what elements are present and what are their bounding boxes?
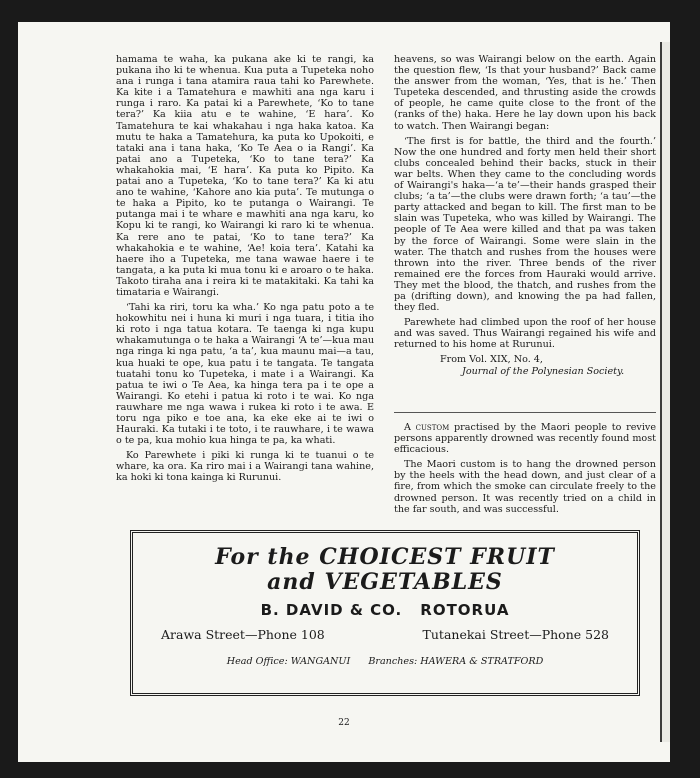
ad-branches: Branches: HAWERA & STRATFORD [368,656,544,667]
citation-volume: From Vol. XIX, No. 4, [440,354,543,366]
drowning-note [394,422,656,519]
ad-headline-line2: and VEGETABLES [267,569,503,595]
ad-headline-line1: For the CHOICEST FRUIT [215,544,555,570]
ad-company-name: B. DAVID & CO. [260,601,403,619]
fruit-vegetables-advertisement [130,530,640,696]
maori-paragraph-3: Ko Parewhete i piki ki runga ki te tuanui o te whare, ka ora. Ka riro mai i a Wairangi tana wahine, ka hoki ki tona kainga ki Rurunui. [116,450,374,484]
ad-street-addresses [161,627,609,642]
ad-town: ROTORUA [420,601,510,619]
english-translation-column [394,54,656,377]
note-paragraph-2: The Maori custom is to hang the drowned person by the heels with the head down, and just clear of a fire, from which the smoke can circulate freely to the drowned person. It was recently tried on a child in the far south, and was successful. [394,459,656,515]
ad-company-line [133,601,637,619]
page-number: 22 [338,718,350,728]
ad-street-right: Tutanekai Street—Phone 528 [422,627,609,642]
english-paragraph-3: Parewhete had climbed upon the roof of her house and was saved. Thus Wairangi regained his wife and returned to his home at Rurunui. [394,317,656,351]
source-citation [394,354,656,376]
magazine-page [18,22,670,762]
maori-text-column [116,54,374,488]
note-paragraph-1 [394,422,656,455]
ad-offices-line [133,656,637,667]
maori-paragraph-2: ‘Tahi ka riri, toru ka wha.’ Ko nga patu poto a te hokowhitu nei i huna ki muri i nga tuara, i titia iho ki roto i nga tatua kotara. Te taenga ki nga kupu whakamutunga o te haka a Wairangi ‘A te’—kua mau nga ringa ki nga patu, ‘a ta’, kua maunu mai—a tau, kua huaki te ope, kua patu i te tangata. Te tangata tuatahi tonu ko Tupeteka, i mate i a Wairangi. Ka patua te iwi o Te Aea, ka hinga tera pa i te ope a Wairangi. Ko etehi i patua ki roto i te wai. Ko nga rauwhare me nga wawa i rukea ki roto i te awa. E toru nga piko e toe ana, ka eke eke ai te iwi o Hauraki. Ka tutaki i te toto, i te rauwhare, i te wawa o te pa, kua mohio kua hinga te pa, ka whati. [116,302,374,447]
maori-paragraph-1: hamama te waha, ka pukana ake ki te rangi, ka pukana iho ki te whenua. Kua puta a Tupeteka noho ana i runga i tana atamira raua tahi ko Parewhete. Ka kite i a Tamatehura e mawhiti ana nga karu i runga i raro. Ka patai ki a Parewhete, ‘Ko to tane tera?’ Ka kiia atu e te wahine, ‘E hara’. Ko Tamatehura te kai whakahau i nga haka katoa. Ka mutu te haka a Tamatehura, ka puta ko Upokoiti, e tataki ana i tana haka, ‘Ko Te Aea o ia Rangi’. Ka patai ano a Tupeteka, ‘Ko to tane tera?’ Ka whakahokia mai, ‘E hara’. Ka puta ko Pipito. Ka patai ano a Tupeteka, ‘Ko to tane tera?’ Ka ki atu ano te wahine, ‘Kahore ano kia puta’. Te mutunga o te haka a Pipito, ko te putanga o Wairangi. Te putanga mai i te whare e mawhiti ana nga karu, ko Kopu ki te rangi, ko Wairangi ki raro ki te whenua. Ka rere ano te patai, ‘Ko to tane tera?’ Ka whakahokia e te wahine, ‘Ae! koia tera’. Katahi ka haere iho a Tupeteka, me tana wawae haere i te tangata, a ka puta ki mua tonu ki e aroaro o te haka. Takoto tiraha ana i reira ki te matakitaki. Ka tahi ka timataria e Wairangi. [116,54,374,298]
note-paragraph-1-text: practised by the Maori people to revive persons apparently drowned was recently found most efficacious. [394,422,656,456]
section-divider [394,412,656,413]
adjacent-page-edge [660,42,670,742]
citation-journal: Journal of the Polynesian Society. [462,365,625,377]
english-paragraph-1: heavens, so was Wairangi below on the earth. Again the question flew, ‘Is that your husband?’ Back came the answer from the woman, ‘Yes, that is he.’ Then Tupeteka descended, and thrusting aside the crowds of people, he came quite close to the front of the (ranks of the) haka. Here he lay down upon his back to watch. Then Wairangi began: [394,54,656,132]
ad-head-office: Head Office: WANGANUI [226,656,351,667]
note-lead-word: A custom [404,422,450,433]
ad-street-left: Arawa Street—Phone 108 [161,627,325,642]
english-paragraph-2: ‘The first is for battle, the third and the fourth.’ Now the one hundred and forty men held their short clubs concealed behind their backs, stuck in their war belts. When they came to the concluding words of Wairangi's haka—‘a te’—their hands grasped their clubs; ‘a ta’—the clubs were drawn forth; ‘a tau’—the party attacked and began to kill. The first man to be slain was Tupeteka, who was killed by Wairangi. The people of Te Aea were killed and that pa was taken by the force of Wairangi. Some were slain in the water. The thatch and rushes from the houses were thrown into the river. Three bends of the river remained ere the forces from Hauraki would arrive. They met the blood, the thatch, and rushes from the pa (drifting down), and knowing the pa had fallen, they fled. [394,135,656,314]
